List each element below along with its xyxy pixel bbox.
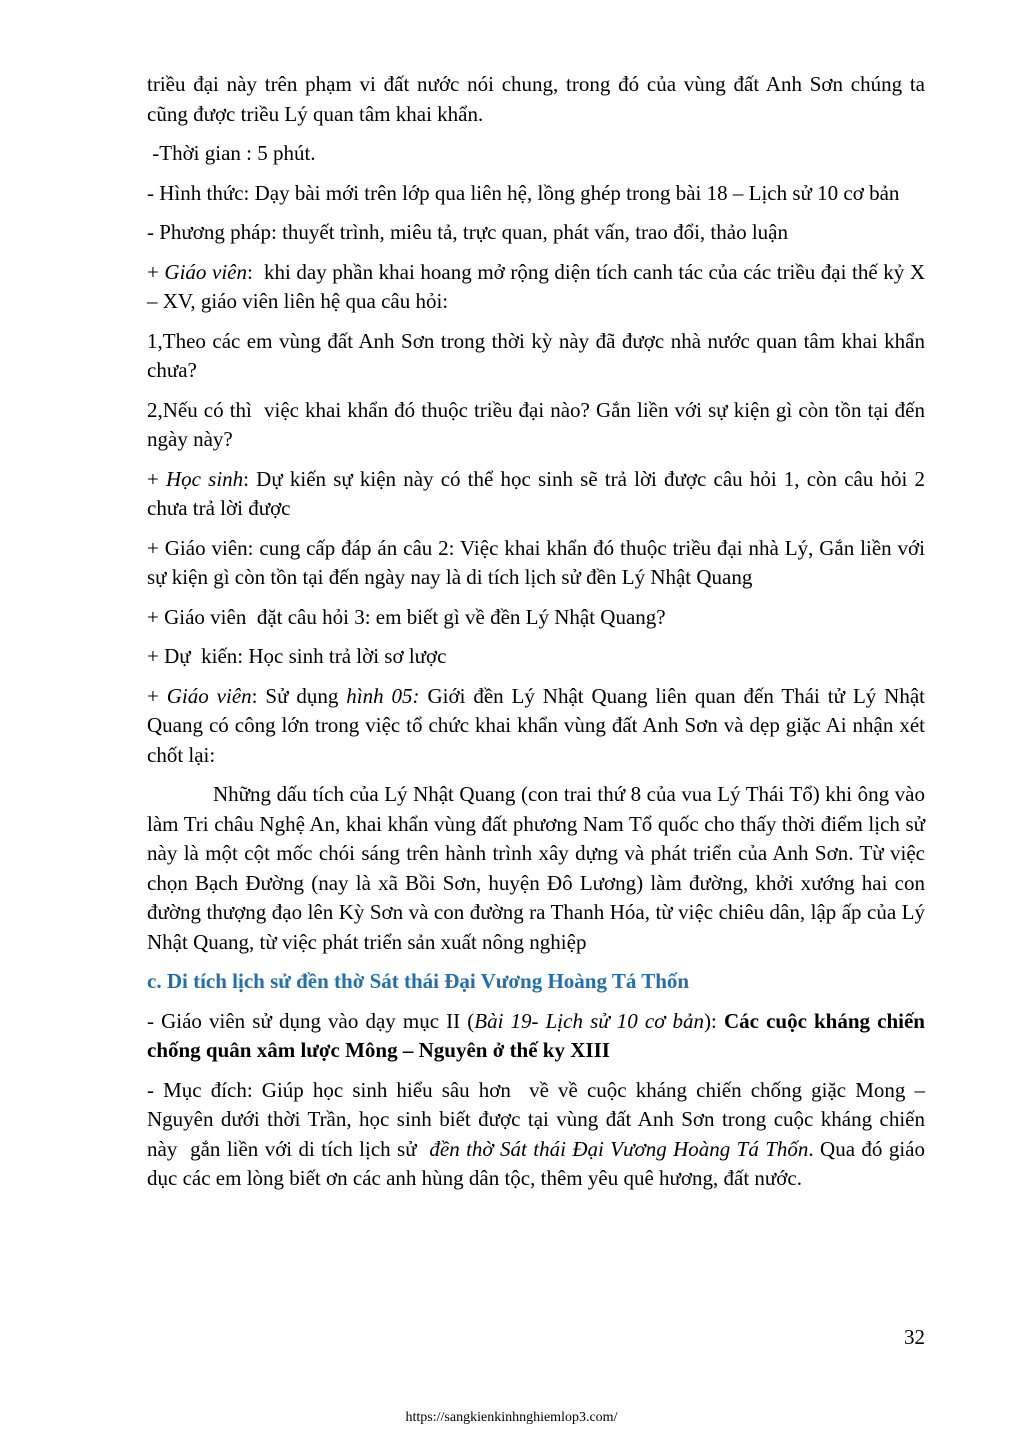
paragraph-teacher-figure: [147, 682, 931, 771]
site-name: đền thờ Sát thái Đại Vương Hoàng Tá Thốn: [429, 1136, 809, 1161]
paragraph-question-2: 2,Nếu có thì việc khai khẩn đó thuộc triều đại nào? Gắn liền với sự kiện gì còn tồn tại đến ngày này?: [147, 397, 931, 451]
paragraph-teacher-1: [147, 258, 931, 317]
paragraph-ly-nhat-quang: Những dấu tích của Lý Nhật Quang (con trai thứ 8 của vua Lý Thái Tổ) khi ông vào làm Tri châu Nghệ An, khai khẩn vùng đất phương Nam Tổ quốc cho thấy thời điểm lịch sử này là một cột mốc chói sáng trên hành trình xây dựng và phát triển của Anh Sơn. Từ việc chọn Bạch Đường (nay là xã Bồi Sơn, huyện Đô Lương) làm đường, khởi xướng hai con đường thượng đạo lên Kỳ Sơn và con đường ra Thanh Hóa, từ việc chiêu dân, lập ấp của Lý Nhật Quang, từ việc phát triển sản xuất nông nghiệp: [147, 782, 925, 954]
role-label: Học sinh: [166, 466, 244, 491]
paragraph-question-3: + Giáo viên đặt câu hỏi 3: em biết gì về đền Lý Nhật Quang?: [147, 604, 666, 629]
paragraph-text: Giới đền Lý Nhật Quang liên quan đến Thái tử Lý Nhật Quang có công lớn trong việc tổ chức khai khẩn vùng đất Anh Sơn và dẹp giặc Ai nhận xét chốt lại:: [147, 683, 931, 767]
section-heading: c. Di tích lịch sử đền thờ Sát thái Đại Vương Hoàng Tá Thốn: [147, 969, 690, 993]
footer-url: https://sangkienkinhnghiemlop3.com/: [405, 1410, 618, 1425]
paragraph-student: [147, 465, 931, 524]
paragraph-question-1: 1,Theo các em vùng đất Anh Sơn trong thời kỳ này đã được nhà nước quan tâm khai khẩn chưa?: [147, 328, 925, 382]
paragraph-lesson-usage: [147, 1007, 931, 1066]
bullet-prefix: +: [147, 683, 167, 708]
paragraph-method: - Phương pháp: thuyết trình, miêu tả, trực quan, phát vấn, trao đổi, thảo luận: [147, 220, 788, 244]
paragraph-duration: -Thời gian : 5 phút.: [147, 141, 316, 165]
paragraph-text: . Qua đó giáo dục các em lòng biết ơn các anh hùng dân tộc, thêm yêu quê hương, đất nước.: [147, 1136, 931, 1190]
paragraph-text: : khi day phần khai hoang mở rộng diện tích canh tác của các triều đại thế kỷ X – XV, giáo viên liên hệ qua câu hỏi:: [147, 259, 931, 313]
bullet-prefix: +: [147, 259, 165, 284]
paragraph-text: : Sử dụng: [251, 683, 347, 708]
role-label: Giáo viên: [164, 259, 247, 284]
paragraph-teacher-answer: + Giáo viên: cung cấp đáp án câu 2: Việc khai khẩn đó thuộc triều đại nhà Lý, Gắn liền với sự kiện gì còn tồn tại đến ngày nay là di tích lịch sử đền Lý Nhật Quang: [147, 535, 925, 589]
paragraph-text: : Dự kiến sự kiện này có thể học sinh sẽ trả lời được câu hỏi 1, còn câu hỏi 2 chưa trả lời được: [147, 466, 931, 520]
role-label: Giáo viên: [166, 683, 252, 708]
paragraph-expected: + Dự kiến: Học sinh trả lời sơ lược: [147, 644, 447, 668]
paragraph-text: ):: [704, 1008, 724, 1033]
lesson-title: Các cuộc kháng chiến chống quân xâm lược Mông – Nguyên ở thế ky XIII: [147, 1008, 931, 1062]
figure-reference: hình 05:: [346, 683, 420, 708]
page-number: 32: [904, 1325, 925, 1349]
bullet-prefix: +: [147, 466, 167, 491]
paragraph-text: - Giáo viên sử dụng vào dạy mục II (: [147, 1008, 475, 1033]
lesson-reference: Bài 19- Lịch sử 10 cơ bản: [474, 1008, 705, 1033]
paragraph-intro: triều đại này trên phạm vi đất nước nói chung, trong đó của vùng đất Anh Sơn chúng ta cũng được triều Lý quan tâm khai khẩn.: [147, 72, 925, 126]
paragraph-purpose: [147, 1076, 931, 1194]
paragraph-text: - Mục đích: Giúp học sinh hiểu sâu hơn về về cuộc kháng chiến chống giặc Mong – Nguyên dưới thời Trần, học sinh biết được tại vùng đất Anh Sơn trong cuộc kháng chiến này gắn liền với di tích lịch sử: [147, 1077, 931, 1161]
document-body: [147, 70, 931, 1204]
paragraph-format: - Hình thức: Dạy bài mới trên lớp qua liên hệ, lồng ghép trong bài 18 – Lịch sử 10 cơ bản: [147, 180, 900, 205]
